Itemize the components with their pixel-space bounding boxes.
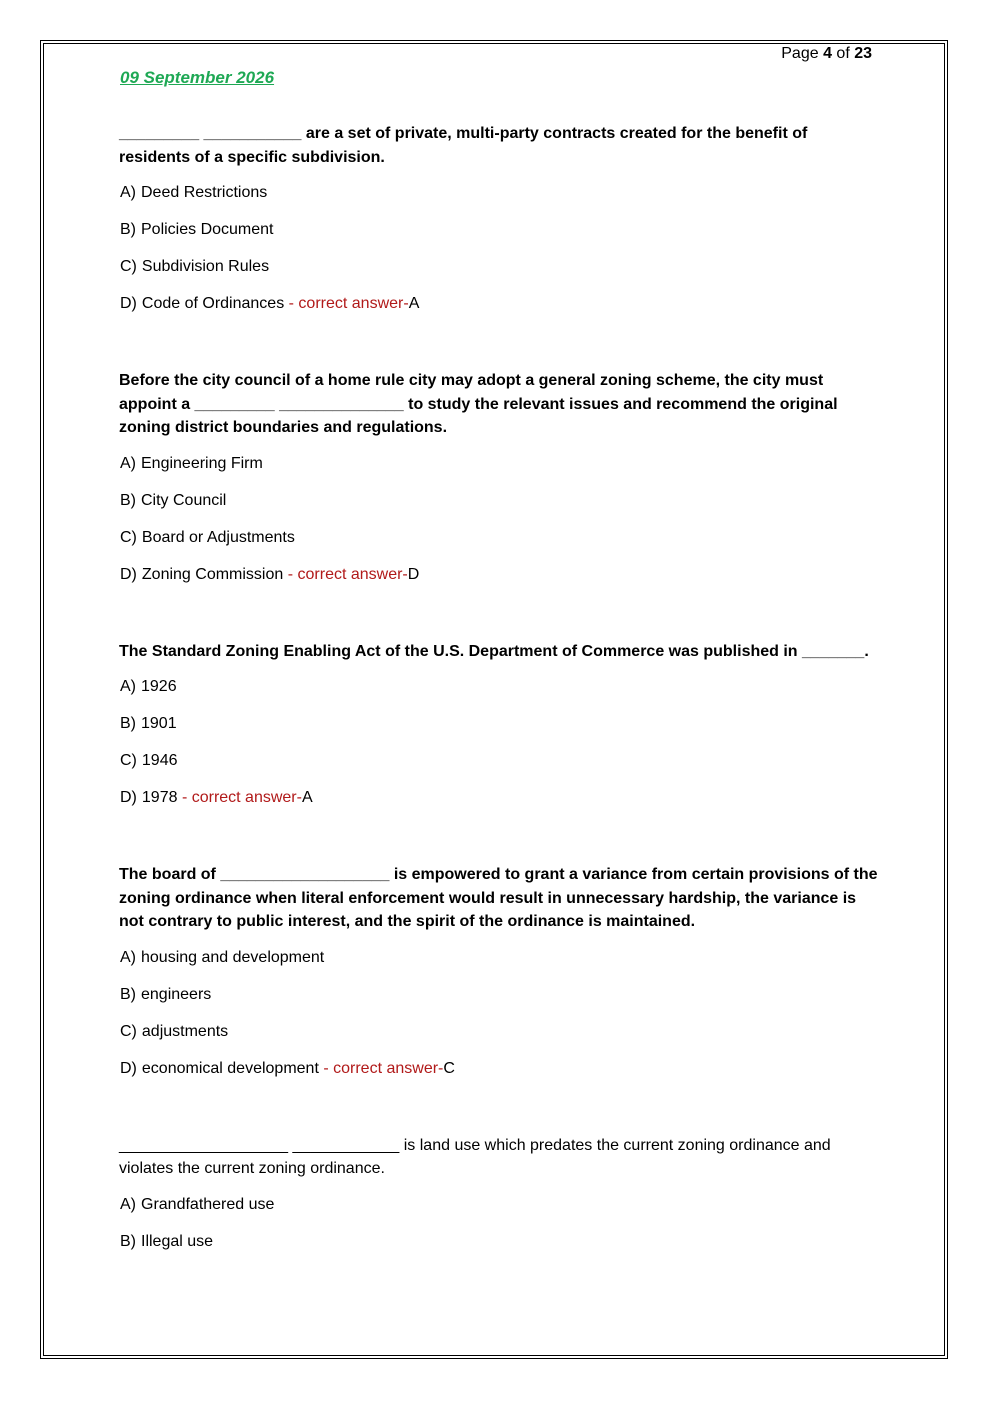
correct-answer-value: A <box>301 789 313 806</box>
question-text: Before the city council of a home rule city may adopt a general zoning scheme, the city must appoint a _________ ______________ to study the relevant issues and recommend the original zoning district boundaries and regulations. <box>119 372 838 436</box>
option-b: B) Policies Document <box>120 221 274 238</box>
option-a: A) Grandfathered use <box>120 1195 275 1213</box>
option-d: D) economical development - correct answer-C <box>120 1059 455 1077</box>
question-block-4 <box>119 863 879 1079</box>
correct-answer-label: - correct answer- <box>181 789 302 806</box>
option-a: A) 1926 <box>120 678 177 695</box>
question-block-1 <box>119 122 879 314</box>
option-b: B) engineers <box>120 985 212 1003</box>
question-text: ___________________ ____________ is land use which predates the current zoning ordinance and violates the current zoning ordinance. <box>119 1136 831 1177</box>
option-d: D) Code of Ordinances - correct answer-A <box>120 295 420 312</box>
option-b: B) 1901 <box>120 715 177 732</box>
option-d: D) Zoning Commission - correct answer-D <box>120 565 420 583</box>
option-a: A) Deed Restrictions <box>120 184 268 201</box>
option-c: C) Subdivision Rules <box>120 258 270 275</box>
document-date: 09 September 2026 <box>120 68 275 87</box>
option-c: C) Board or Adjustments <box>120 528 295 546</box>
question-list <box>119 122 879 1307</box>
correct-answer-value: D <box>407 565 420 583</box>
option-c: C) adjustments <box>120 1022 229 1040</box>
option-b: B) Illegal use <box>120 1232 214 1250</box>
question-text: The board of ___________________ is empowered to grant a variance from certain provisions of the zoning ordinance when literal enforcement would result in unnecessary hardship, the variance is not contrary to public interest, and the spirit of the ordinance is maintained. <box>119 866 878 930</box>
total-pages: 23 <box>854 45 872 62</box>
question-text: The Standard Zoning Enabling Act of the U.S. Department of Commerce was published in _______. <box>119 642 869 660</box>
option-c: C) 1946 <box>120 752 178 769</box>
correct-answer-label: - correct answer- <box>287 565 408 583</box>
page-number: Page 4 of 23 <box>781 45 872 62</box>
option-a: A) Engineering Firm <box>120 454 263 472</box>
question-block-3 <box>119 640 879 809</box>
option-a: A) housing and development <box>120 948 325 966</box>
correct-answer-value: C <box>443 1059 455 1077</box>
question-block-5 <box>119 1134 879 1252</box>
current-page: 4 <box>823 45 832 62</box>
option-d: D) 1978 - correct answer-A <box>120 789 313 806</box>
question-text: _________ ___________ are a set of private, multi-party contracts created for the benefit of residents of a specific subdivision. <box>119 125 808 166</box>
correct-answer-value: A <box>408 295 420 312</box>
correct-answer-label: - correct answer- <box>288 295 409 312</box>
correct-answer-label: - correct answer- <box>323 1059 444 1077</box>
question-block-2 <box>119 369 879 585</box>
option-b: B) City Council <box>120 491 227 509</box>
